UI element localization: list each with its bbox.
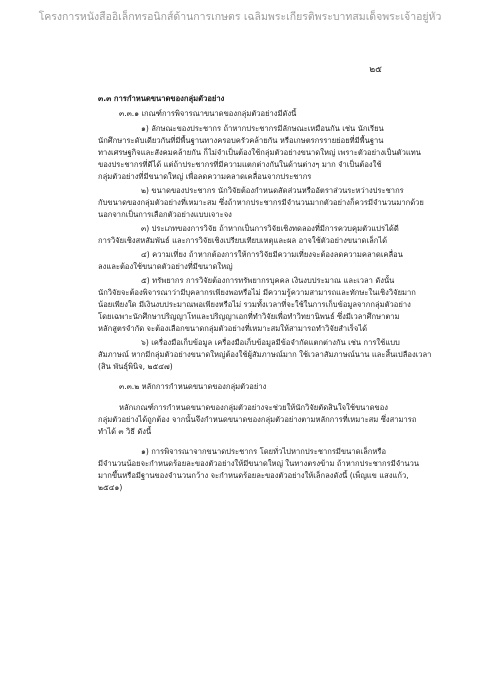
page-number: ๒๕ xyxy=(369,65,382,75)
text-line: มากขึ้นหรือมีฐานของจำนวนกว้าง จะกำหนดร้อยละของตัวอย่างให้เล็กลงดังนี้ (เพ็ญแข แสงแก้ว, xyxy=(98,471,409,480)
subsection-title: ๓.๓.๒ หลักการกำหนดขนาดของกลุ่มตัวอย่าง xyxy=(119,382,267,391)
page-header: โครงการหนังสืออิเล็กทรอนิกส์ด้านการเกษตร เฉลิมพระเกียรติพระบาทสมเด็จพระเจ้าอยู่หัว xyxy=(38,11,442,23)
text-line: หลักสูตรจำกัด จะต้องเลือกขนาดกลุ่มตัวอย่างที่เหมาะสมให้สามารถทำวิจัยสำเร็จได้ xyxy=(98,324,368,333)
section-title: ๓.๓ การกำหนดขนาดของกลุ่มตัวอย่าง xyxy=(98,94,225,103)
text-line: กับขนาดของกลุ่มตัวอย่างที่เหมาะสม ซึ่งถ้าหากประชากรมีจำนวนมากตัวอย่างก็ควรมีจำนวนมากด้วย xyxy=(98,198,424,207)
text-line: กลุ่มตัวอย่างได้ถูกต้อง จากนั้นจึงกำหนดขนาดของกลุ่มตัวอย่างตามหลักการที่เหมาะสม ซึ่งสามารถ xyxy=(98,415,417,424)
text-line: ทางเศรษฐกิจและสังคมคล้ายกัน ก็ไม่จำเป็นต้องใช้กลุ่มตัวอย่างขนาดใหญ่ เพราะตัวอย่างเป็นตัวแทน xyxy=(98,148,421,157)
text-line: ๒) ขนาดของประชากร นักวิจัยต้องกำหนดสัดส่วนหรืออัตราส่วนระหว่างประชากร xyxy=(141,186,404,195)
text-line: ของประชากรที่ดีได้ แต่ถ้าประชากรที่มีความแตกต่างกันในด้านต่างๆ มาก จำเป็นต้องใช้ xyxy=(98,160,382,169)
text-line: น้อยเพียงใด มีเงินงบประมาณพอเพียงหรือไม่ รวมทั้งเวลาที่จะใช้ในการเก็บข้อมูลจากกลุ่มตัวอย่าง xyxy=(98,300,411,309)
text-line: (สิน พันธุ์พินิจ, ๒๕๔๗) xyxy=(98,362,173,371)
subsection-title: ๓.๓.๑ เกณฑ์การพิจารณาขนาดของกลุ่มตัวอย่างมีดังนี้ xyxy=(119,109,297,118)
text-line: นอกจากเป็นการเลือกตัวอย่างแบบเจาะจง xyxy=(98,210,232,219)
text-line: ๔) ความเที่ยง ถ้าหากต้องการให้การวิจัยมีความเที่ยงจะต้องลดความคลาดเคลื่อน xyxy=(141,250,403,259)
text-line: ๒๕๔๑) xyxy=(98,483,123,492)
text-line: ๑) ลักษณะของประชากร ถ้าหากประชากรมีลักษณะเหมือนกัน เช่น นักเรียน xyxy=(141,124,384,133)
text-line: ๓) ประเภทของการวิจัย ถ้าหากเป็นการวิจัยเชิงทดลองที่มีการควบคุมตัวแปรได้ดี xyxy=(141,224,399,233)
text-line: การวิจัยเชิงสหสัมพันธ์ และการวิจัยเชิงเปรียบเทียบเหตุและผล อาจใช้ตัวอย่างขนาดเล็กได้ xyxy=(98,236,388,245)
text-line: ลงและต้องใช้ขนาดตัวอย่างที่มีขนาดใหญ่ xyxy=(98,262,233,271)
text-line: กลุ่มตัวอย่างที่มีขนาดใหญ่ เพื่อลดความคลาดเคลื่อนจากประชากร xyxy=(98,172,312,181)
text-line: ทำได้ ๓ วิธี ดังนี้ xyxy=(98,427,152,436)
text-line: ๖) เครื่องมือเก็บข้อมูล เครื่องมือเก็บข้อมูลมีข้อจำกัดแตกต่างกัน เช่น การใช้แบบ xyxy=(141,338,400,347)
text-line: นักศึกษาระดับเดียวกันที่มีพื้นฐานทางครอบครัวคล้ายกัน หรือเกษตรกรรายย่อยที่มีพื้นฐาน xyxy=(98,136,384,145)
text-line: ๑) การพิจารณาจากขนาดประชากร โดยทั่วไปหากประชากรมีขนาดเล็กหรือ xyxy=(141,447,387,456)
text-line: สัมภาษณ์ หากมีกลุ่มตัวอย่างขนาดใหญ่ต้องใช้ผู้สัมภาษณ์มาก ใช้เวลาสัมภาษณ์นาน และสิ้นเปลืองเวลา xyxy=(98,350,432,359)
text-line: หลักเกณฑ์การกำหนดขนาดของกลุ่มตัวอย่างจะช่วยให้นักวิจัยตัดสินใจใช้ขนาดของ xyxy=(119,403,389,412)
text-line: โดยเฉพาะนักศึกษาปริญญาโทและปริญญาเอกที่ทำวิจัยเพื่อทำวิทยานิพนธ์ ซึ่งมีเวลาศึกษาตาม xyxy=(98,312,400,321)
text-line: มีจำนวนน้อยจะกำหนดร้อยละของตัวอย่างให้มีขนาดใหญ่ ในทางตรงข้าม ถ้าหากประชากรมีจำนวน xyxy=(98,459,420,468)
text-line: นักวิจัยจะต้องพิจารณาว่ามีบุคลากรเพียงพอหรือไม่ มีความรู้ความสามารถและทักษะในเชิงวิจัยมาก xyxy=(98,288,416,297)
text-line: ๕) ทรัพยากร การวิจัยต้องการทรัพยากรบุคคล เงินงบประมาณ และเวลา ดังนั้น xyxy=(141,276,395,285)
